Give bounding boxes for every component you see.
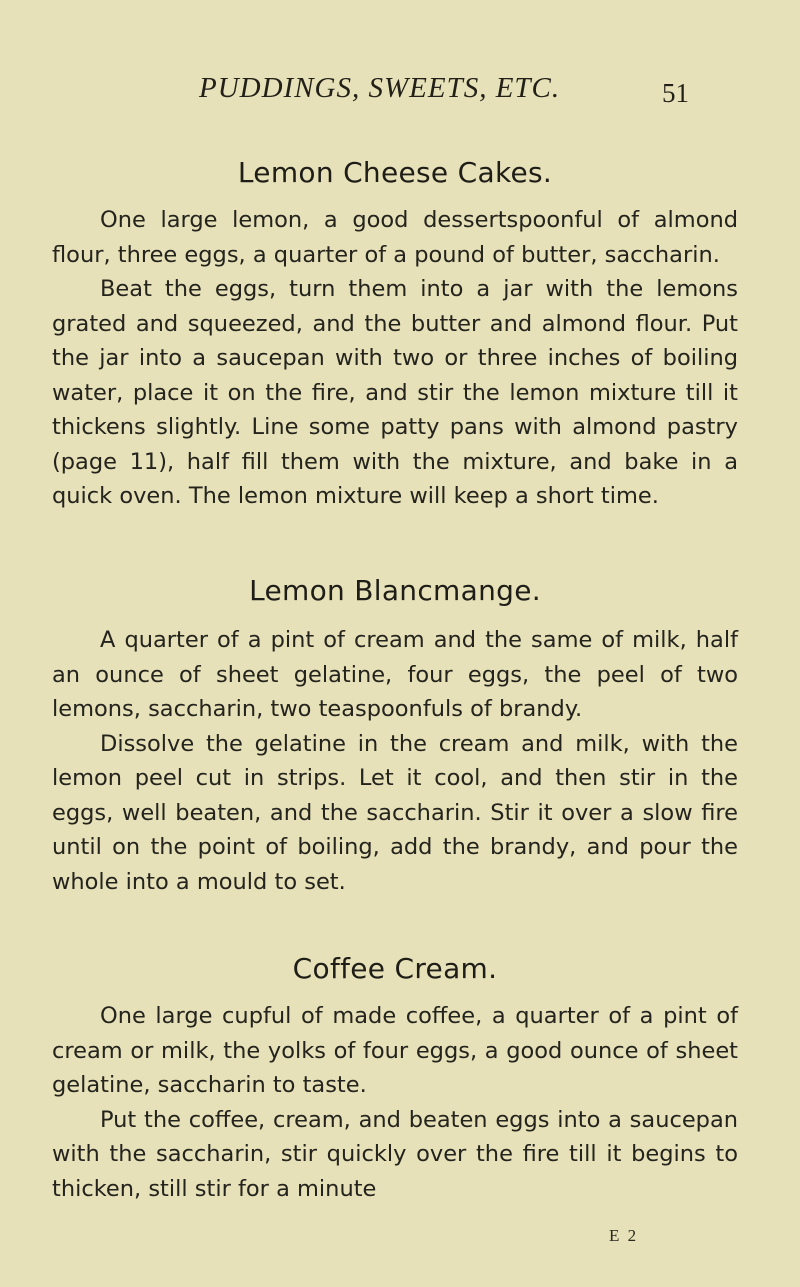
recipe-title: Coffee Cream. bbox=[292, 952, 498, 985]
running-title: PUDDINGS, SWEETS, ETC. bbox=[199, 72, 561, 104]
recipe-ingredients: One large cupful of made coffee, a quarter of a pint of cream or milk, the yolks of four eggs, a good ounce of sheet gelatine, saccharin to taste. bbox=[52, 1003, 738, 1098]
recipe-ingredients: One large lemon, a good dessertspoonful of almond flour, three eggs, a quarter of a pound of butter, saccharin. bbox=[52, 207, 738, 268]
recipe-lemon-blancmange bbox=[52, 574, 738, 899]
page-number: 51 bbox=[662, 78, 689, 108]
signature-mark: E 2 bbox=[609, 1226, 639, 1245]
recipe-coffee-cream bbox=[52, 952, 738, 1206]
running-head bbox=[0, 72, 800, 112]
recipe-method: Put the coffee, cream, and beaten eggs into a saucepan with the saccharin, stir quickly over the fire till it begins to thicken, still stir for a minute bbox=[52, 1106, 738, 1202]
recipe-lemon-cheese-cakes bbox=[52, 156, 738, 514]
recipe-ingredients: A quarter of a pint of cream and the same of milk, half an ounce of sheet gelatine, four eggs, the peel of two lemons, saccharin, two teaspoonfuls of brandy. bbox=[52, 627, 738, 722]
recipe-method: Beat the eggs, turn them into a jar with the lemons grated and squeezed, and the butter and almond flour. Put the jar into a saucepan with two or three inches of boiling water, place it on the fire, and stir the lemon mixture till it thickens slightly. Line some patty pans with almond pastry (page 11), half fill them with the mixture, and bake in a quick oven. The lemon mixture will keep a short time. bbox=[52, 276, 738, 509]
recipe-method: Dissolve the gelatine in the cream and milk, with the lemon peel cut in strips. Let it cool, and then stir in the eggs, well beaten, and the saccharin. Stir it over a slow fire until on the point of boiling, add the brandy, and pour the whole into a mould to set. bbox=[52, 730, 738, 895]
recipe-title: Lemon Cheese Cakes. bbox=[237, 156, 553, 189]
recipe-title: Lemon Blancmange. bbox=[249, 574, 541, 607]
